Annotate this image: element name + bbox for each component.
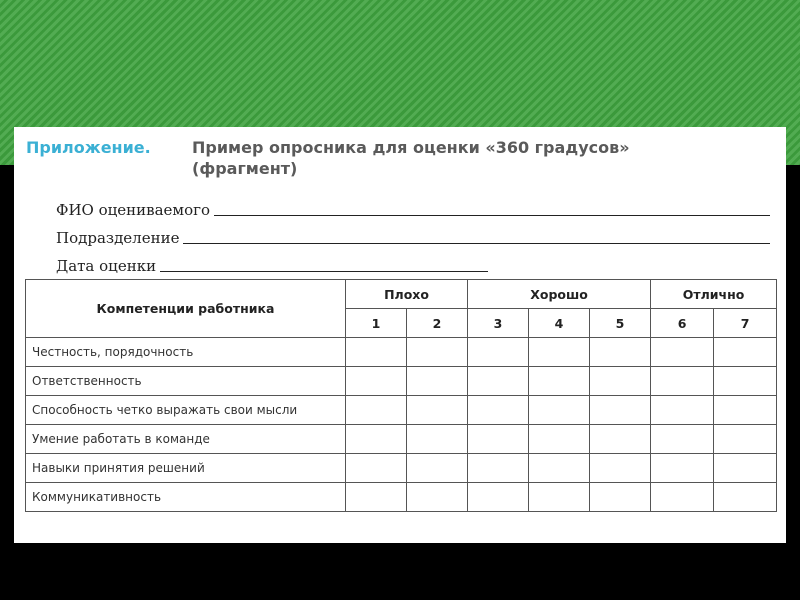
score-header-1: 1 bbox=[346, 309, 407, 338]
score-cell[interactable] bbox=[346, 338, 407, 367]
score-cell[interactable] bbox=[714, 454, 777, 483]
date-field[interactable] bbox=[56, 251, 488, 275]
score-cell[interactable] bbox=[468, 483, 529, 512]
score-cell[interactable] bbox=[407, 338, 468, 367]
table-row bbox=[26, 425, 777, 454]
group-header-excellent: Отлично bbox=[651, 280, 777, 309]
score-cell[interactable] bbox=[651, 338, 714, 367]
competency-name: Ответственность bbox=[26, 367, 346, 396]
table-row bbox=[26, 483, 777, 512]
score-cell[interactable] bbox=[468, 367, 529, 396]
department-field[interactable] bbox=[56, 223, 770, 247]
score-cell[interactable] bbox=[529, 367, 590, 396]
score-cell[interactable] bbox=[468, 425, 529, 454]
document-title bbox=[192, 137, 630, 179]
score-cell[interactable] bbox=[590, 396, 651, 425]
department-field-label: Подразделение bbox=[56, 229, 180, 247]
score-header-6: 6 bbox=[651, 309, 714, 338]
score-cell[interactable] bbox=[529, 454, 590, 483]
score-cell[interactable] bbox=[651, 483, 714, 512]
score-cell[interactable] bbox=[529, 396, 590, 425]
table-row bbox=[26, 367, 777, 396]
score-cell[interactable] bbox=[651, 367, 714, 396]
score-cell[interactable] bbox=[590, 483, 651, 512]
score-header-5: 5 bbox=[590, 309, 651, 338]
score-cell[interactable] bbox=[714, 483, 777, 512]
competency-name: Честность, порядочность bbox=[26, 338, 346, 367]
score-cell[interactable] bbox=[407, 367, 468, 396]
competency-name: Коммуникативность bbox=[26, 483, 346, 512]
score-cell[interactable] bbox=[346, 483, 407, 512]
score-cell[interactable] bbox=[590, 367, 651, 396]
score-cell[interactable] bbox=[714, 425, 777, 454]
competency-header: Компетенции работника bbox=[26, 280, 346, 338]
score-cell[interactable] bbox=[346, 425, 407, 454]
score-cell[interactable] bbox=[651, 454, 714, 483]
score-cell[interactable] bbox=[346, 396, 407, 425]
score-cell[interactable] bbox=[590, 425, 651, 454]
competency-name: Умение работать в команде bbox=[26, 425, 346, 454]
score-cell[interactable] bbox=[346, 367, 407, 396]
date-field-line bbox=[160, 271, 488, 272]
score-header-4: 4 bbox=[529, 309, 590, 338]
appendix-label: Приложение. bbox=[26, 138, 151, 157]
name-field-line bbox=[214, 215, 770, 216]
score-cell[interactable] bbox=[407, 454, 468, 483]
competency-name: Навыки принятия решений bbox=[26, 454, 346, 483]
score-header-7: 7 bbox=[714, 309, 777, 338]
score-cell[interactable] bbox=[468, 454, 529, 483]
department-field-line bbox=[183, 243, 770, 244]
score-cell[interactable] bbox=[407, 425, 468, 454]
score-cell[interactable] bbox=[590, 338, 651, 367]
score-cell[interactable] bbox=[407, 396, 468, 425]
score-cell[interactable] bbox=[529, 338, 590, 367]
table-row bbox=[26, 396, 777, 425]
name-field[interactable] bbox=[56, 195, 770, 219]
score-cell[interactable] bbox=[468, 338, 529, 367]
score-cell[interactable] bbox=[714, 396, 777, 425]
score-cell[interactable] bbox=[407, 483, 468, 512]
group-header-good: Хорошо bbox=[468, 280, 651, 309]
competency-table bbox=[25, 279, 777, 512]
score-cell[interactable] bbox=[529, 425, 590, 454]
score-cell[interactable] bbox=[714, 338, 777, 367]
document-page bbox=[14, 127, 786, 543]
score-header-3: 3 bbox=[468, 309, 529, 338]
title-line-2: (фрагмент) bbox=[192, 159, 298, 178]
score-header-2: 2 bbox=[407, 309, 468, 338]
score-cell[interactable] bbox=[714, 367, 777, 396]
competency-name: Способность четко выражать свои мысли bbox=[26, 396, 346, 425]
date-field-label: Дата оценки bbox=[56, 257, 157, 275]
title-line-1: Пример опросника для оценки «360 градусов» bbox=[192, 138, 630, 157]
score-cell[interactable] bbox=[529, 483, 590, 512]
score-cell[interactable] bbox=[651, 396, 714, 425]
score-cell[interactable] bbox=[590, 454, 651, 483]
score-cell[interactable] bbox=[651, 425, 714, 454]
score-cell[interactable] bbox=[346, 454, 407, 483]
table-row bbox=[26, 338, 777, 367]
score-cell[interactable] bbox=[468, 396, 529, 425]
name-field-label: ФИО оцениваемого bbox=[56, 201, 210, 219]
table-row bbox=[26, 454, 777, 483]
group-header-bad: Плохо bbox=[346, 280, 468, 309]
